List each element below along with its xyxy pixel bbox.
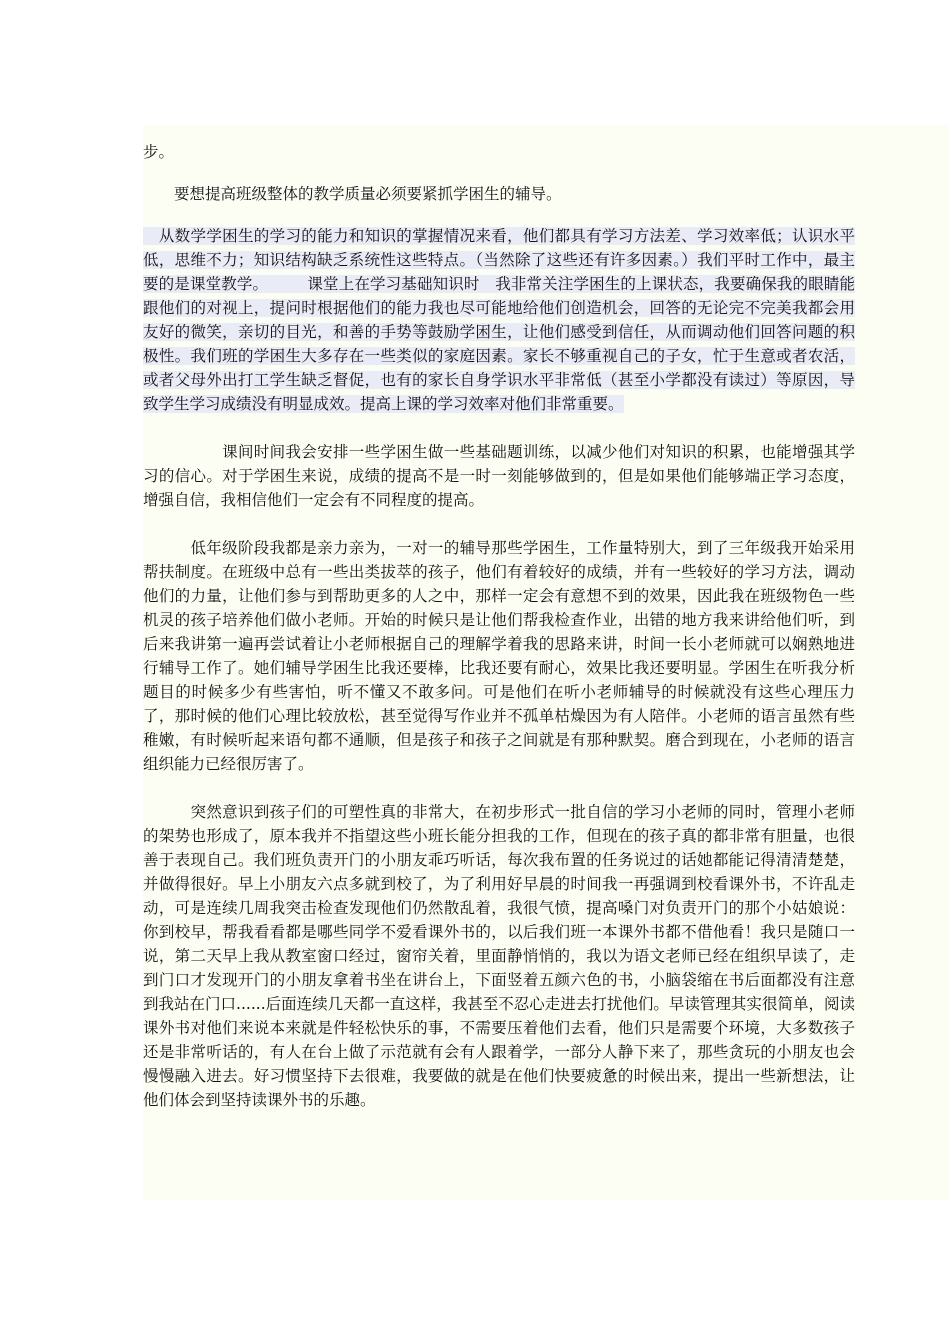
highlighted-text: 从数学学困生的学习的能力和知识的掌握情况来看，他们都具有学习方法差、学习效率低；认识水平低，思维不力；知识结构缺乏系统性这些特点。（当然除了这些还有许多因素。）我们平时工作中，最主要的是课堂教学。 课堂上在学习基础知识时 我非常关注学困生的上课状态，我要确保我的眼睛能跟他们的对视上，提问时根据他们的能力我也尽可能地给他们创造机会，回答的无论完不完美我都会用友好的微笑，亲切的目光，和善的手势等鼓励学困生，让他们感受到信任，从而调动他们回答问题的积极性。我们班的学困生大多存在一些类似的家庭因素。家长不够重视自己的子女，忙于生意或者农活，或者父母外出打工学生缺乏督促，也有的家长自身学识水平非常低（甚至小学都没有读过）等原因，导致学生学习成绩没有明显成效。提高上课的学习效率对他们非常重要。 bbox=[143, 227, 855, 413]
paragraph-heading-point: 要想提高班级整体的教学质量必须要紧抓学困生的辅导。 bbox=[143, 185, 562, 203]
paragraph-classroom-teaching bbox=[143, 224, 855, 416]
paragraph-little-teachers: 低年级阶段我都是亲力亲为，一对一的辅导那些学困生，工作量特别大，到了三年级我开始采用帮扶制度。在班级中总有一些出类拔萃的孩子，他们有着较好的成绩，并有一些较好的学习方法，调动他们的力量，让他们参与到帮助更多的人之中，那样一定会有意想不到的效果，因此我在班级物色一些机灵的孩子培养他们做小老师。开始的时候只是让他们帮我检查作业，出错的地方我来讲给他们听，到后来我讲第一遍再尝试着让小老师根据自己的理解学着我的思路来讲，时间一长小老师就可以娴熟地进行辅导工作了。她们辅导学困生比我还要棒，比我还要有耐心，效果比我还要明显。学困生在听我分析题目的时候多少有些害怕，听不懂又不敢多问。可是他们在听小老师辅导的时候就没有这些心理压力了，那时候的他们心理比较放松，甚至觉得写作业并不孤单枯燥因为有人陪伴。小老师的语言虽然有些稚嫩，有时候听起来语句都不通顺，但是孩子和孩子之间就是有那种默契。磨合到现在，小老师的语言组织能力已经很厉害了。 bbox=[143, 539, 855, 773]
paragraph-morning-reading: 突然意识到孩子们的可塑性真的非常大，在初步形式一批自信的学习小老师的同时，管理小老师的架势也形成了，原本我并不指望这些小班长能分担我的工作，但现在的孩子真的都非常有胆量，也很善于表现自己。我们班负责开门的小朋友乖巧听话，每次我布置的任务说过的话她都能记得清清楚楚，并做得很好。早上小朋友六点多就到校了，为了利用好早晨的时间我一再强调到校看课外书，不许乱走动，可是连续几周我突击检查发现他们仍然散乱着，我很气愤，提高嗓门对负责开门的那个小姑娘说：你到校早，帮我看看都是哪些同学不爱看课外书的，以后我们班一本课外书都不借他看！我只是随口一说，第二天早上我从教室窗口经过，窗帘关着，里面静悄悄的，我以为语文老师已经在组织早读了，走到门口才发现开门的小朋友拿着书坐在讲台上，下面竖着五颜六色的书，小脑袋缩在书后面都没有注意到我站在门口......后面连续几天都一直这样，我甚至不忍心走进去打扰他们。早读管理其实很简单，阅读课外书对他们来说本来就是件轻松快乐的事，不需要压着他们去看，他们只是需要个环境，大多数孩子还是非常听话的，有人在台上做了示范就有会有人跟着学，一部分人静下来了，那些贪玩的小朋友也会慢慢融入进去。好习惯坚持下去很难，我要做的就是在他们快要疲惫的时候出来，提出一些新想法，让他们体会到坚持读课外书的乐趣。 bbox=[143, 803, 855, 1109]
paragraph-continuation: 步。 bbox=[143, 143, 175, 161]
document-body bbox=[143, 140, 855, 1112]
paragraph-break-time-training: 课间时间我会安排一些学困生做一些基础题训练，以减少他们对知识的积累，也能增强其学习的信心。对于学困生来说，成绩的提高不是一时一刻能够做到的，但是如果他们能够端正学习态度，增强自信，我相信他们一定会有不同程度的提高。 bbox=[143, 443, 855, 509]
